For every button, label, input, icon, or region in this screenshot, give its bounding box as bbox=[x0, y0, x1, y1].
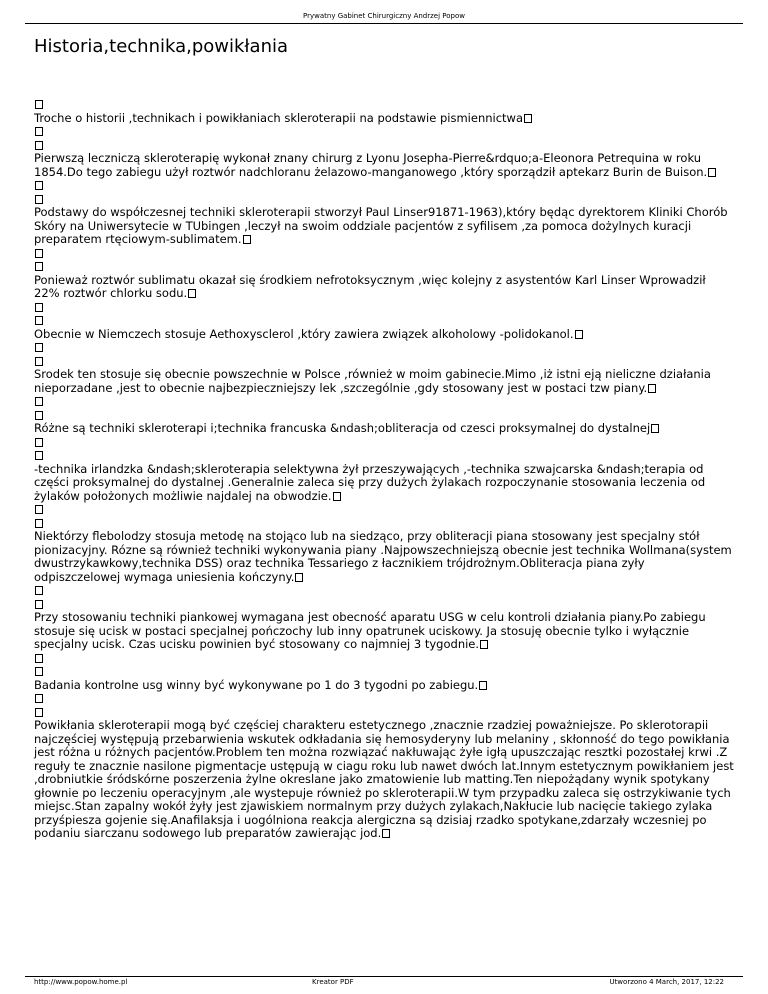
glyph-box bbox=[34, 598, 734, 612]
paragraph: Różne są techniki skleroterapi i;technika francuska &ndash;obliteracja od czesci proksymalnej do dystalnej bbox=[34, 422, 734, 436]
glyph-box bbox=[295, 573, 303, 582]
glyph-box bbox=[34, 449, 734, 463]
glyph-box bbox=[188, 289, 196, 298]
footer-creator: Kreator PDF bbox=[312, 978, 354, 986]
glyph-box bbox=[648, 384, 656, 393]
glyph-box bbox=[34, 409, 734, 423]
glyph-box bbox=[34, 395, 734, 409]
glyph-box bbox=[243, 235, 251, 244]
glyph-box bbox=[34, 260, 734, 274]
glyph-box bbox=[34, 517, 734, 531]
paragraph: Pierwszą leczniczą skleroterapię wykonał znany chirurg z Lyonu Josepha-Pierre&rdquo;a-Eleonora Petrequina w roku 1854.Do tego zabiegu użył roztwór nadchloranu żelazowo-manganowego ,który sporządził aptekarz Burin de Buison. bbox=[34, 152, 734, 179]
glyph-box bbox=[480, 640, 488, 649]
header-divider bbox=[25, 23, 743, 24]
glyph-box bbox=[34, 193, 734, 207]
footer-created-date: Utworzono 4 March, 2017, 12:22 bbox=[609, 978, 724, 986]
glyph-box bbox=[34, 139, 734, 153]
glyph-box bbox=[34, 706, 734, 720]
glyph-box bbox=[34, 584, 734, 598]
paragraph: Troche o historii ,technikach i powikłaniach skleroterapii na podstawie pismiennictwa bbox=[34, 112, 734, 126]
glyph-box bbox=[34, 692, 734, 706]
glyph-box bbox=[34, 98, 734, 112]
glyph-box bbox=[34, 179, 734, 193]
glyph-box bbox=[651, 424, 659, 433]
glyph-box bbox=[575, 330, 583, 339]
glyph-box bbox=[34, 314, 734, 328]
glyph-box bbox=[524, 114, 532, 123]
page-title: Historia,technika,powikłania bbox=[34, 36, 289, 57]
paragraph: Obecnie w Niemczech stosuje Aethoxysclerol ,który zawiera związek alkoholowy -polidokanol. bbox=[34, 328, 734, 342]
glyph-box bbox=[34, 436, 734, 450]
paragraph: Ponieważ roztwór sublimatu okazał się środkiem nefrotoksycznym ,więc kolejny z asystentów Karl Linser Wprowadził 22% roztwór chlorku sodu. bbox=[34, 272, 706, 300]
glyph-box bbox=[34, 652, 734, 666]
glyph-box bbox=[34, 247, 734, 261]
glyph-box bbox=[34, 301, 734, 315]
glyph-box bbox=[34, 125, 734, 139]
paragraph: Srodek ten stosuje się obecnie powszechnie w Polsce ,również w moim gabinecie.Mimo ,iż istni eją nieliczne działania nieporzadane ,jest to obecnie najbezpieczniejszy lek ,szczególnie ,gdy stosowany jest w postaci tzw piany. bbox=[34, 367, 711, 395]
glyph-box bbox=[333, 492, 341, 501]
glyph-box bbox=[34, 665, 734, 679]
glyph-box bbox=[34, 355, 734, 369]
paragraph: Badania kontrolne usg winny być wykonywane po 1 do 3 tygodni po zabiegu. bbox=[34, 679, 734, 693]
glyph-box bbox=[479, 681, 487, 690]
paragraph: Podstawy do współczesnej techniki skleroterapii stworzył Paul Linser91871-1963),który będąc dyrektorem Kliniki Chorób Skóry na Uniwersytecie w TUbingen ,leczył na swoim oddziale pacjentów z syfilisem ,za pomoca dożylnych kuracji preparatem rtęciowym-sublimatem. bbox=[34, 205, 728, 246]
page-header: Prywatny Gabinet Chirurgiczny Andrzej Popow bbox=[303, 12, 465, 20]
paragraph: -technika irlandzka &ndash;skleroterapia selektywna żył przeszywających ,-technika szwajcarska &ndash;terapia od części proksymalnej do dystalnej .Generalnie zaleca się przy dużych żylakach rozpoczynanie stosowania leczenia od żylaków położonych możliwie najdalej na obwodzie. bbox=[34, 461, 706, 503]
glyph-box bbox=[34, 503, 734, 517]
article-body bbox=[34, 98, 734, 841]
glyph-box bbox=[708, 168, 716, 177]
paragraph: Przy stosowaniu techniki piankowej wymagana jest obecność aparatu USG w celu kontroli działania piany.Po zabiegu stosuje się ucisk w postaci specjalnej pończochy lub inny opatrunek uciskowy. Ja stosuję obecnie tylko i wyłącznie specjalny ucisk. Czas ucisku powinien być stosowany co najmniej 3 tygodnie. bbox=[34, 610, 706, 651]
paragraph: Niektórzy flebolodzy stosuja metodę na stojąco lub na siedząco, przy obliteracji piana stosowany jest specjalny stół pionizacyjny. Rózne są również techniki wykonywania piany .Najpowszechniejszą obecnie jest technika Wollmana(system dwustrzykawkowy,technika DSS) oraz technika Tessariego z łacznikiem trójdrożnym.Obliteracja piana zyły odpiszczelowej wymaga uniesienia kończyny. bbox=[34, 529, 732, 584]
glyph-box bbox=[34, 341, 734, 355]
paragraph: Powikłania skleroterapii mogą być częściej charakteru estetycznego ,znacznie rzadziej poważniejsze. Po sklerotorapii najczęściej występują przebarwienia wskutek odkładania się hemosyderyny lub melaniny , skłonność do tego powikłania jest różna u różnych pacjentów.Problem ten można rozwiązać nakłuwając żyłe igłą upuszczając resztki pozostałej krwi .Z reguły te znacznie nasilone pigmentacje ustępują w ciagu roku lub nawet dwóch lat.Innym estetycznym powikłaniem jest ,drobniutkie śródskórne poszerzenia żylne okreslane jako zmatowienie lub matting.Ten niepożądany wynik spotykany głownie po leczeniu operacyjnym ,ale wystepuje również po skleroterapii.W tym przypadku zaleca się ostrzykiwanie tych miejsc.Stan zapalny wokół żyły jest zjawiskiem normalnym przy dużych zylakach,Nakłucie lub nacięcie takiego zylaka przyśpiesza gojenie się.Anafilaksja i uogólniona reakcja alergiczna są dzisiaj rzadko spotykane,zdarzały wczesniej po podaniu siarczanu sodowego lub preparatów zawierając jod. bbox=[34, 718, 734, 840]
footer-divider bbox=[25, 976, 743, 977]
page-footer bbox=[34, 978, 724, 988]
glyph-box bbox=[382, 829, 390, 838]
footer-url: http://www.popow.home.pl bbox=[34, 978, 128, 986]
